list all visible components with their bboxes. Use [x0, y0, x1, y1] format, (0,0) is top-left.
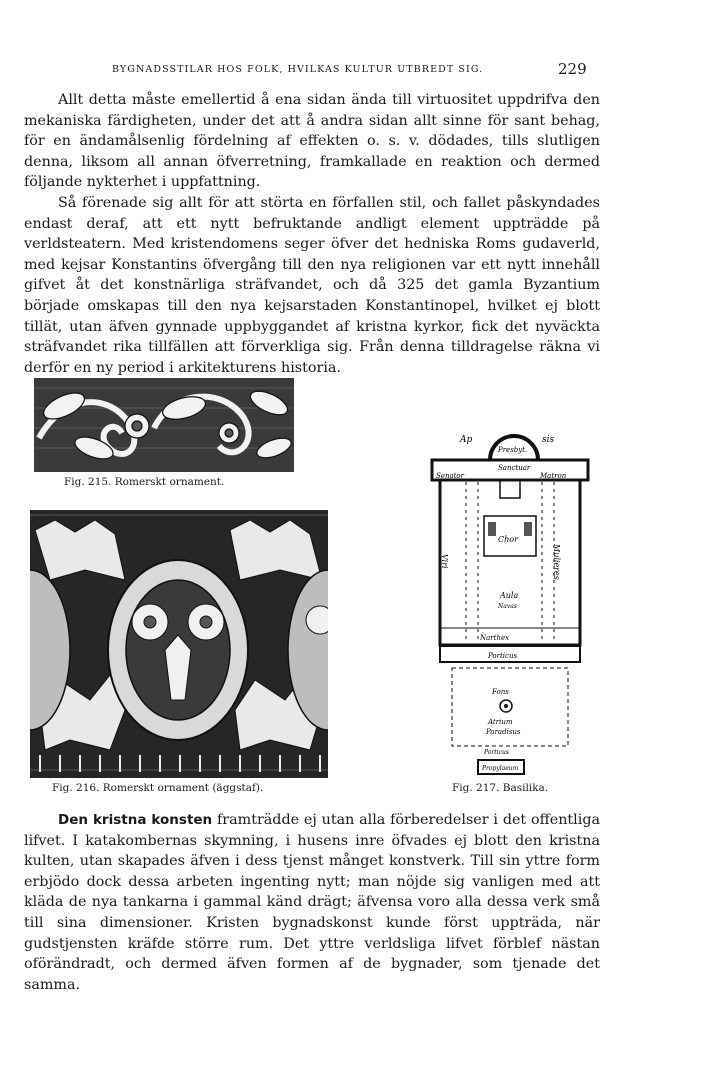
label-apsis-right: sis	[542, 435, 555, 445]
label-sanctuar: Sanctuar	[498, 464, 531, 472]
label-chor: Chor	[498, 535, 518, 544]
label-mulieres: Mulieres	[552, 544, 561, 580]
paragraph-1-text: Allt detta måste emellertid å ena sidan ända till virtuositet uppdrifva den mekaniska färdigheten, under det att å andra sidan allt sinne för sant behag, för en ändamålsenlig fördelning af effekten o. s. v. dödades, tills slutligen denna, liksom all annan öfverretning, framkallade en reaktion och dermed följande nykterhet i uppfattning.	[24, 92, 600, 191]
page-number: 229	[558, 60, 587, 78]
label-aula: Aula	[500, 591, 519, 600]
label-fons: Fons	[492, 688, 509, 696]
paragraph-3	[24, 810, 600, 995]
figure-217-caption: Fig. 217. Basilika.	[452, 782, 549, 794]
label-porticus-2: Porticus	[484, 749, 509, 756]
paragraph-1	[24, 90, 600, 193]
figure-215-ornament	[34, 378, 294, 472]
paragraph-3-lead: Den kristna konsten	[58, 812, 213, 828]
label-senator: Senator	[436, 472, 464, 480]
label-nave: Navas	[498, 603, 517, 610]
label-matron: Matron	[540, 472, 567, 480]
label-propylaeum: Propylaeum	[482, 765, 519, 772]
paragraph-3-text: framträdde ej utan alla förberedelser i det offentliga lifvet. I katakombernas skymning, i husens inre öfvades ej blott den kristna kulten, utan skapades äfven i dess tjenst månget konstverk. Till sin yttre form erbjödo dock dessa arbeten ingenting nytt; man nöjde sig vanligen med att kläda de nya tankarna i gammal känd drägt; äfvensa voro alla dessa verk små till sina dimensioner. Kristen bygnadskonst kunde först uppträda, när gudstjensten kräfde större rum. Det yttre verldsliga lifvet förblef nästan oförändradt, och dermed äfven formen af de bygnader, som tjenade det samma.	[24, 812, 601, 993]
label-narthex: Narthex	[480, 634, 510, 642]
figure-217-basilica-plan	[430, 418, 590, 780]
label-viri: Viri	[440, 554, 449, 569]
running-head: BYGNADSSTILAR HOS FOLK, HVILKAS KULTUR UTBREDT SIG.	[112, 64, 484, 75]
label-porticus-1: Porticus	[488, 652, 518, 660]
paragraph-2-text: Så förenade sig allt för att störta en förfallen stil, och fallet påskyndades endast deraf, att ett nytt befruktande andligt element uppträdde på verldsteatern. Med kristendomens seger öfver det hedniska Roms gudaverld, med kejsar Konstantins öfvergång till den nya religionen var ett nytt innehåll gifvet åt det konstnärliga sträfvandet, och då 325 det gamla Byzantium började omskapas till den nya kejsarstaden Konstantinopel, hvilket ej blott tillät, utan äfven gynnade uppbyggandet af kristna kyrkor, fick det nyväckta sträfvandet rika tillfällen att förverkliga sig. Från denna tilldragelse räkna vi derför en ny period i arkitekturens historia.	[24, 195, 600, 376]
page-header	[0, 60, 704, 80]
label-apsis-left: Ap	[460, 435, 473, 445]
figure-216-caption: Fig. 216. Romerskt ornament (äggstaf).	[52, 782, 264, 794]
figure-215-caption: Fig. 215. Romerskt ornament.	[64, 476, 225, 488]
figure-216-ornament	[30, 510, 328, 778]
label-presbyt: Presbyt.	[498, 446, 528, 454]
paragraph-2	[24, 193, 600, 378]
label-atrium: Atrium	[488, 718, 513, 726]
label-paradisus: Paradisus	[486, 728, 521, 736]
